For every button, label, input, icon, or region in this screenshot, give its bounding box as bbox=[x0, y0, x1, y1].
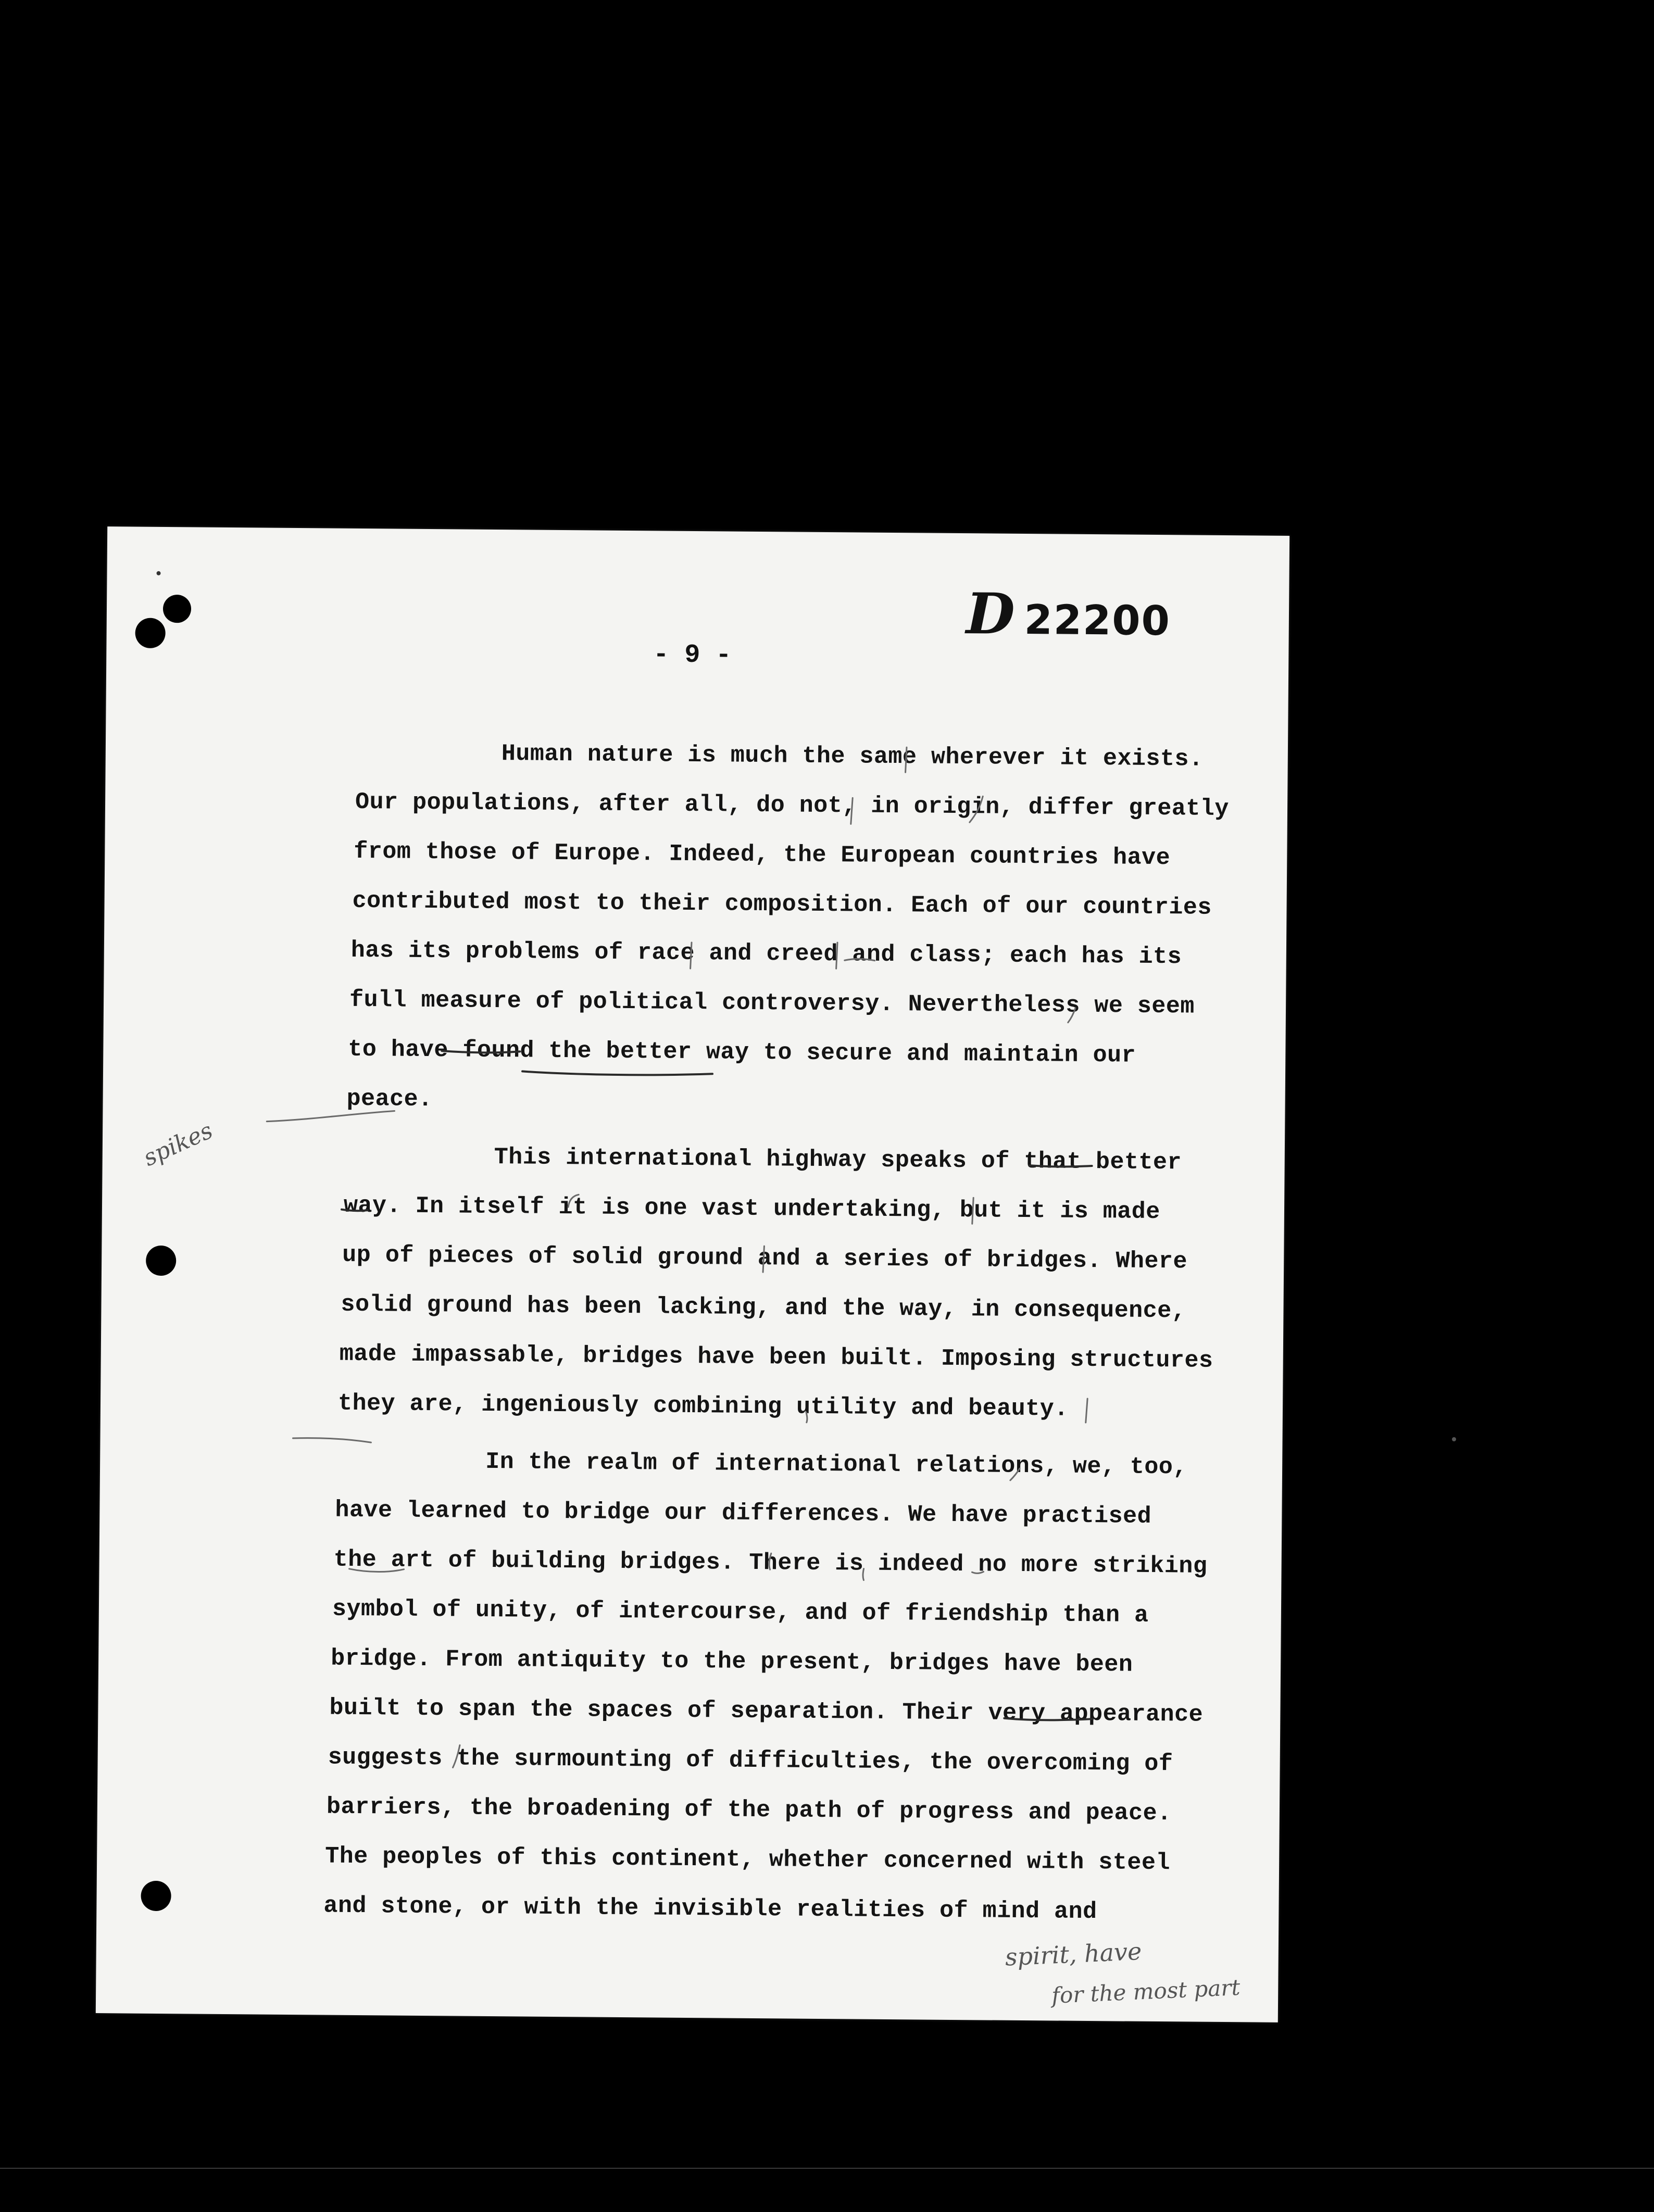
text-line: from those of Europe. Indeed, the European countries have bbox=[354, 838, 1171, 872]
margin-stroke bbox=[293, 1438, 371, 1442]
separator-mark bbox=[972, 1572, 984, 1573]
separator-mark bbox=[836, 942, 837, 969]
separator-mark bbox=[568, 1195, 579, 1207]
text-line: bridge. From antiquity to the present, bridges have been bbox=[330, 1645, 1133, 1678]
separator-mark bbox=[691, 942, 692, 969]
separator-mark bbox=[763, 1246, 764, 1272]
separator-mark bbox=[851, 798, 853, 824]
text-line: contributed most to their composition. Each of our countries bbox=[352, 887, 1212, 921]
separator-mark bbox=[453, 1745, 460, 1767]
underline-mark bbox=[522, 1071, 712, 1075]
text-line: built to span the spaces of separation. Their very appearance bbox=[329, 1694, 1204, 1728]
underline-mark bbox=[342, 1210, 368, 1211]
underline-mark bbox=[442, 1051, 520, 1053]
separator-mark bbox=[970, 796, 983, 822]
separator-mark bbox=[806, 1412, 807, 1423]
handwritten-margin-note: spikes bbox=[139, 1117, 217, 1172]
text-line: the art of building bridges. There is indeed no more striking bbox=[333, 1546, 1208, 1580]
speck-mark bbox=[1452, 1437, 1456, 1441]
text-line: Human nature is much the same wherever it exists. bbox=[501, 740, 1204, 773]
underline-mark bbox=[1030, 1165, 1092, 1167]
text-line: have learned to bridge our differences. We have practised bbox=[335, 1497, 1152, 1530]
separator-mark bbox=[972, 1198, 973, 1224]
separator-mark bbox=[1068, 1008, 1075, 1023]
text-line: to have found the better way to secure and maintain our bbox=[348, 1036, 1136, 1069]
separator-mark bbox=[863, 1569, 864, 1580]
scan-edge-line bbox=[0, 2168, 1654, 2169]
text-line: has its problems of race and creed and class; each has its bbox=[350, 937, 1182, 971]
document-page bbox=[96, 526, 1289, 2022]
text-line: way. In itself it is one vast undertaking, but it is made bbox=[343, 1192, 1160, 1226]
text-line: peace. bbox=[346, 1085, 433, 1113]
text-line: up of pieces of solid ground and a series of bridges. Where bbox=[342, 1241, 1188, 1275]
text-line: The peoples of this continent, whether concerned with steel bbox=[325, 1843, 1171, 1877]
text-line: solid ground has been lacking, and the way, in consequence, bbox=[341, 1291, 1186, 1325]
document-number-prefix: D bbox=[966, 581, 1016, 647]
text-line: suggests the surmounting of difficulties, the overcoming of bbox=[328, 1744, 1173, 1778]
underline-mark bbox=[349, 1569, 404, 1572]
text-line: they are, ingeniously combining utility and beauty. bbox=[337, 1390, 1069, 1423]
pencil-annotations bbox=[96, 526, 1289, 2022]
underline-mark bbox=[1004, 1718, 1093, 1720]
text-line: made impassable, bridges have been built. Imposing structures bbox=[339, 1340, 1213, 1374]
text-line: Our populations, after all, do not, in origin, differ greatly bbox=[355, 788, 1230, 823]
document-number-value: 22200 bbox=[1024, 596, 1171, 645]
text-line: full measure of political controversy. Nevertheless we seem bbox=[349, 986, 1195, 1020]
text-line: barriers, the broadening of the path of progress and peace. bbox=[326, 1793, 1172, 1827]
margin-stroke bbox=[267, 1110, 394, 1123]
text-line: In the realm of international relations, we, too, bbox=[485, 1448, 1188, 1481]
handwritten-note-line: for the most part bbox=[1051, 1974, 1241, 2008]
text-line: and stone, or with the invisible realities of mind and bbox=[323, 1892, 1097, 1926]
handwritten-note-line: spirit, have bbox=[1004, 1937, 1143, 1971]
separator-mark bbox=[845, 959, 875, 960]
separator-mark bbox=[906, 747, 907, 772]
separator-mark bbox=[1010, 1468, 1020, 1480]
text-line: symbol of unity, of intercourse, and of friendship than a bbox=[332, 1595, 1149, 1629]
separator-mark bbox=[769, 1553, 771, 1569]
separator-mark bbox=[1086, 1399, 1087, 1423]
page-number: - 9 - bbox=[653, 640, 732, 671]
text-line: This international highway speaks of that better bbox=[494, 1143, 1182, 1176]
